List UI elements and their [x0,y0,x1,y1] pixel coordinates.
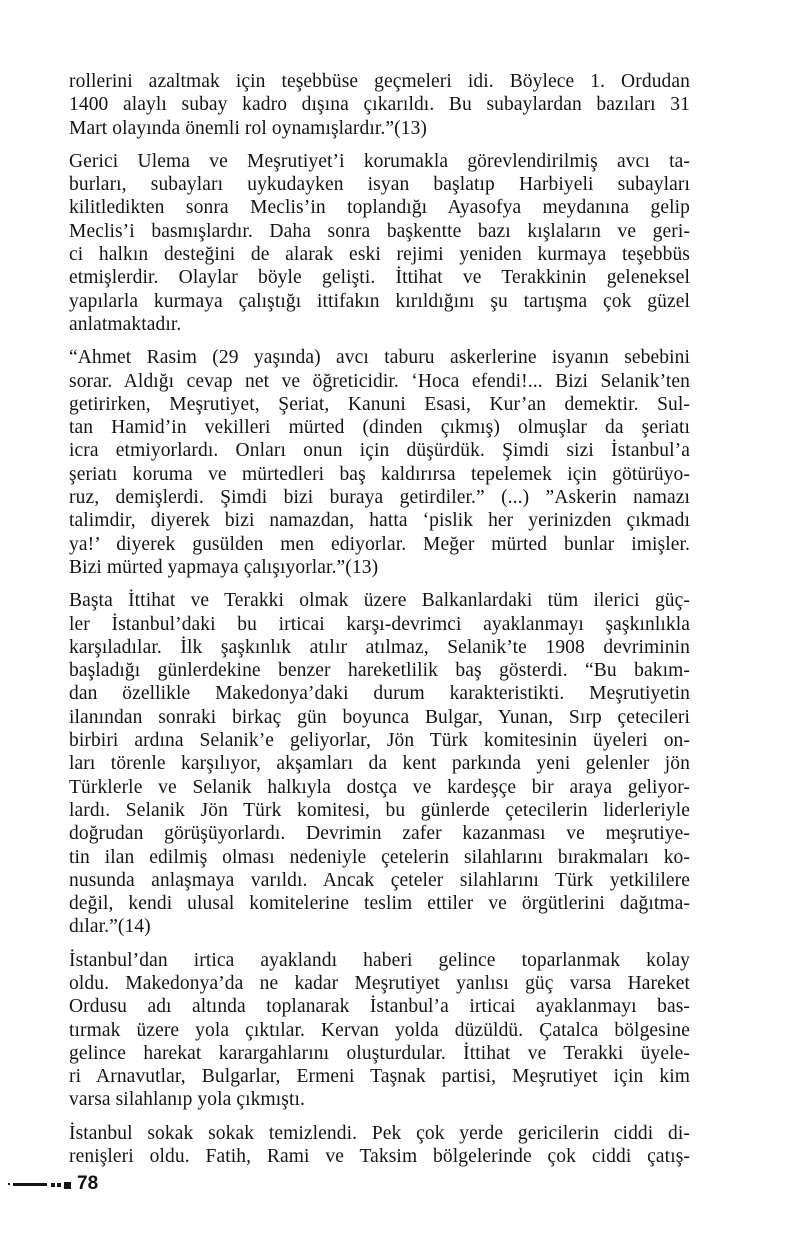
text-line: İstanbul sokak sokak temizlendi. Pek çok yerde gericilerin ciddi di- [69,1122,690,1144]
footer-small-square-icon [57,1183,61,1187]
text-line: sorar. Aldığı cevap net ve öğreticidir. ‘Hoca efendi!... Bizi Selanik’ten [69,370,690,392]
text-line: karşıladılar. İlk şaşkınlık atılır atılmaz, Selanik’te 1908 devriminin [69,636,690,658]
text-line: ri Arnavutlar, Bulgarlar, Ermeni Taşnak partisi, Meşrutiyet için kim [69,1066,690,1088]
paragraph [69,589,690,938]
text-line: varsa silahlanıp yola çıkmıştı. [69,1089,305,1111]
text-line: tırmak üzere yola çıktılar. Kervan yolda düzüldü. Çatalca bölgesine [69,1019,690,1041]
text-line: Türklerle ve Selanik halkıyla dostça ve kardeşçe bir araya geliyor- [69,776,690,798]
text-line: ları törenle karşılıyor, akşamları da kent parkında yeni gelenler jön [69,753,690,775]
page-footer [8,1174,98,1194]
text-line: Bizi mürted yapmaya çalışıyorlar.”(13) [69,556,379,578]
text-line: İstanbul’dan irtica ayaklandı haberi gelince toparlanmak kolay [69,949,690,971]
text-line: ya!’ diyerek gusülden men ediyorlar. Meğer mürted bunlar imişler. [69,533,690,555]
text-line: şeriatı koruma ve mürtedleri baş kaldırırsa tepelemek için götürüyo- [69,463,690,485]
text-line: Gerici Ulema ve Meşrutiyet’i korumakla görevlendirilmiş avcı ta- [69,150,690,172]
text-line: ci halkın desteğini de alarak eski rejimi yeniden kurmaya teşebbüs [69,244,690,266]
text-line: rollerini azaltmak için teşebbüse geçmeleri idi. Böylece 1. Ordudan [69,71,690,92]
paragraph [69,1122,690,1169]
text-line: etmişlerdir. Olaylar böyle gelişti. İttihat ve Terakkinin geleneksel [69,267,690,289]
text-line: ruz, demişlerdi. Şimdi bizi buraya getirdiler.” (...) ”Askerin namazı [69,487,690,509]
text-line: oldu. Makedonya’da ne kadar Meşrutiyet yanlısı güç varsa Hareket [69,972,690,994]
text-line: nusunda anlaşmaya varıldı. Ancak çeteler silahlarını Türk yetkililere [69,869,690,891]
text-line: dan özellikle Makedonya’daki durum karakteristikti. Meşrutiyetin [69,683,690,705]
paragraph [69,150,690,336]
text-line: icra etmiyorlardı. Onları onun için düşürdük. Şimdi sizi İstanbul’a [69,440,690,462]
text-line: renişleri oldu. Fatih, Rami ve Taksim bölgelerinde çok ciddi çatış- [69,1146,690,1168]
text-line: birbiri ardına Selanik’e geliyorlar, Jön Türk komitesinin üyeleri on- [69,730,690,752]
text-line: tin ilan edilmiş olması nedeniyle çetelerin silahlarını bırakmaları ko- [69,846,690,868]
text-line: ler İstanbul’daki bu irticai karşı-devrimci ayaklanmayı şaşkınlıkla [69,613,690,635]
page-number: 78 [77,1173,99,1194]
footer-rule-icon [13,1183,47,1186]
paragraph [69,70,690,140]
text-line: getirirken, Meşrutiyet, Şeriat, Kanuni Esasi, Kur’an demektir. Sul- [69,393,690,415]
text-line: Meclis’i basmışlardır. Daha sonra başkentte bazı kışlaların ve geri- [69,220,690,242]
text-line: kilitledikten sonra Meclis’in toplandığı Ayasofya meydanına gelip [69,197,690,219]
text-line: talimdir, diyerek bizi namazdan, hatta ‘pislik her yerinizden çıkmadı [69,510,690,532]
text-line: burları, subayları uykudayken isyan başlatıp Harbiyeli subayları [69,174,690,196]
footer-small-square-icon [51,1183,55,1187]
text-line: ilanından sonraki birkaç gün boyunca Bulgar, Yunan, Sırp çetecileri [69,706,690,728]
text-line: anlatmaktadır. [69,313,182,335]
text-line: gelince harekat karargahlarını oluşturdular. İttihat ve Terakki üyele- [69,1042,690,1064]
footer-big-square-icon [64,1182,71,1189]
text-block [69,70,690,1168]
text-line: “Ahmet Rasim (29 yaşında) avcı taburu askerlerine isyanın sebebini [69,347,690,369]
text-line: dılar.”(14) [69,916,151,938]
text-line: yapılarla kurmaya çalıştığı ittifakın kırıldığını şu tartışma çok güzel [69,290,690,312]
text-line: Mart olayında önemli rol oynamışlardır.”(13) [69,117,428,139]
text-line: 1400 alaylı subay kadro dışına çıkarıldı. Bu subaylardan bazıları 31 [69,94,690,116]
text-line: lardı. Selanik Jön Türk komitesi, bu günlerde çetecilerin liderleriyle [69,799,690,821]
text-line: Ordusu adı altında toplanarak İstanbul’a irticai ayaklanmayı bas- [69,996,690,1018]
text-line: tan Hamid’in vekilleri mürted (dinden çıkmış) olmuşlar da şeriatı [69,417,690,439]
paragraph [69,949,690,1112]
paragraph [69,346,690,579]
text-line: başladığı günlerdekine benzer hareketlilik baş gösterdi. “Bu bakım- [69,660,690,682]
text-line: doğrudan görüşüyorlardı. Devrimin zafer kazanması ve meşrutiye- [69,823,690,845]
text-line: değil, kendi ulusal komitelerine teslim ettiler ve örgütlerini dağıtma- [69,893,690,915]
footer-dot-icon [8,1183,10,1185]
text-line: Başta İttihat ve Terakki olmak üzere Balkanlardaki tüm ilerici güç- [69,590,690,612]
